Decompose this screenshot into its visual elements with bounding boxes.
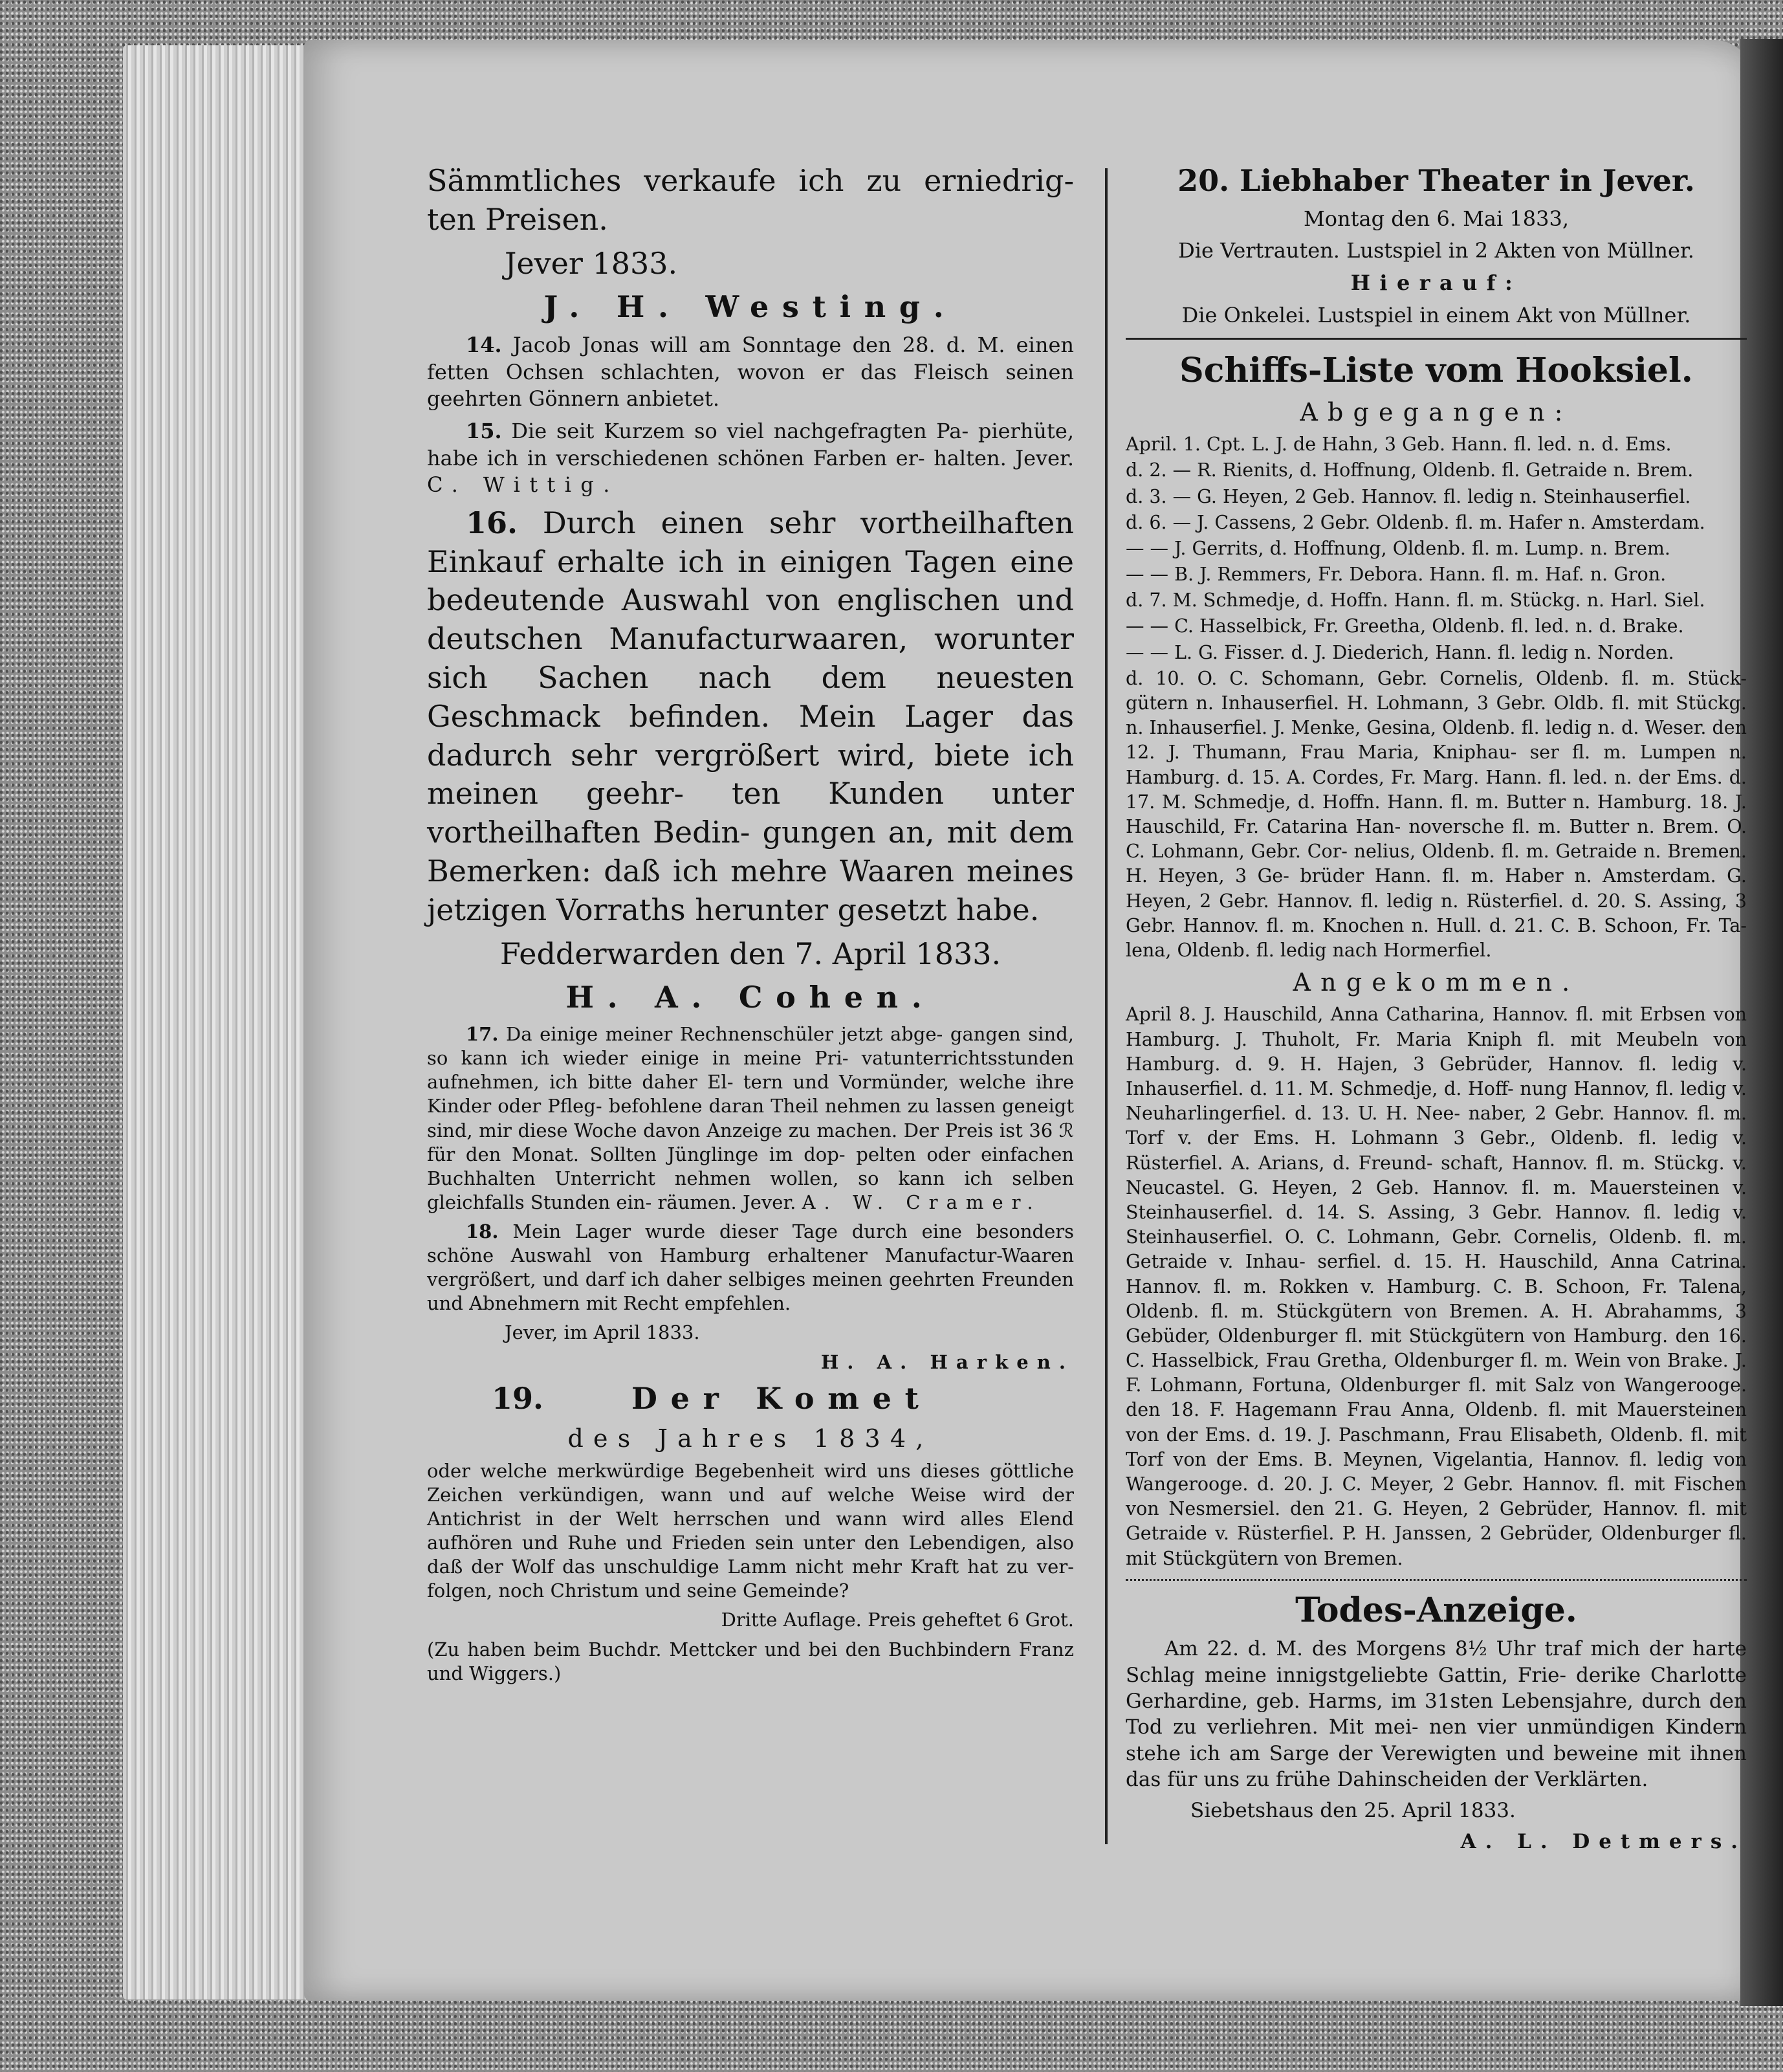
ad-18 xyxy=(427,1220,1074,1374)
ad-intro-place-date: Jever 1833. xyxy=(505,245,678,281)
departed-entry: d. 7. M. Schmedje, d. Hoffn. Hann. fl. m. Stückg. n. Harl. Siel. xyxy=(1126,590,1705,612)
ad-19-subtitle: des Jahres 1834, xyxy=(567,1424,934,1453)
ad-20-number: 20. xyxy=(1177,163,1230,198)
ad-16-text: Durch einen sehr vortheilhaften Einkauf erhalte ich in einigen Tagen eine bedeutende Auswahl von englischen und deutschen Manufacturwaaren, worunter sich Sachen nach dem neuesten Geschmack befinden. Mein Lager das dadurch sehr vergrößert wird, biete ich meinen geehr- ten Kunden unter vortheilhaften Bedin- gungen an, mit dem Bemerken: daß ich mehre Waaren meines jetzigen Vorraths herunter gesetzt habe. xyxy=(427,505,1075,927)
ad-20-then: Hierauf: xyxy=(1350,270,1522,295)
ad-18-place-date: Jever, im April 1833. xyxy=(505,1321,700,1344)
ad-17-number: 17. xyxy=(466,1023,499,1046)
column-divider xyxy=(1105,168,1108,1844)
ad-16-signature: H. A. Cohen. xyxy=(565,980,935,1015)
section-rule xyxy=(1126,1579,1747,1581)
ad-17-text: Da einige meiner Rechnenschüler jetzt abge- gangen sind, so kann ich wieder einige in meine Pri- vatunterrichtsstunden aufnehmen, ich bitte daher El- tern und Vormünder, welche ihre Kinder oder Pfleg- befohlene daran Theil nehmen zu lassen geneigt sind, mir diese Woche davon Anzeige zu machen. Der Preis ist 36 ℛ für den Monat. Sollten Jünglinge im dop- pelten oder einfachen Buchhalten Unterricht nehmen wollen, so kann ich selben gleichfalls Stunden ein- räumen. xyxy=(427,1023,1074,1213)
ad-19-number: 19. xyxy=(492,1380,544,1416)
ad-19-text: oder welche merkwürdige Begebenheit wird uns dieses göttliche Zeichen verkündigen, wann und auf welche Weise wird der Antichrist in der Welt herrschen und wann wird alles Elend aufhören und Ruhe und Frieden sein unter den Lebendigen, also daß der Wolf das unschuldige Lamm nicht mehr Kraft hat zu ver- folgen, noch Christum und seine Gemeinde? xyxy=(427,1459,1074,1602)
departed-entry: — — C. Hasselbick, Fr. Greetha, Oldenb. fl. led. n. d. Brake. xyxy=(1126,615,1684,637)
ad-15-text: Die seit Kurzem so viel nachgefragten Pa- pierhüte, habe ich in verschiedenen schönen Farben er- halten. xyxy=(427,418,1074,470)
departed-entry: d. 10. O. C. Schomann, Gebr. Cornelis, Oldenb. fl. m. Stück- gütern n. Inhauserfiel. H. Lohmann, 3 Gebr. Oldb. fl. mit Stückg. n. Inhauserfiel. J. Menke, Gesina, Oldenb. fl. ledig n. d. Weser. den 12. J. Thumann, Frau Maria, Kniphau- ser fl. m. Lumpen n. Hamburg. d. 15. A. Cordes, Fr. Marg. Hann. fl. led. n. der Ems. d. 17. M. Schmedje, d. Hoffn. Hann. fl. m. Butter n. Hamburg. 18. J. Hauschild, Fr. Catarina Han- noversche fl. m. Butter n. Brem. O. C. Lohmann, Gebr. Cor- nelius, Oldenb. fl. m. Getraide n. Bremen. H. Heyen, 3 Ge- brüder Hann. fl. m. Haber n. Amsterdam. G. Heyen, 2 Gebr. Hannov. fl. ledig n. Rüsterfiel. d. 20. S. Assing, 3 Gebr. Hannov. fl. m. Knochen n. Hull. d. 21. C. B. Schoon, Fr. Ta- lena, Oldenb. fl. ledig nach Hormerfiel. xyxy=(1126,667,1747,961)
right-column xyxy=(1126,162,1747,1860)
ad-intro-signature: J. H. Westing. xyxy=(543,289,957,325)
ad-18-signature: H. A. Harken. xyxy=(820,1350,1074,1373)
ad-17 xyxy=(427,1022,1074,1215)
death-notice-place-date: Siebetshaus den 25. April 1833. xyxy=(1190,1799,1516,1823)
ad-16-number: 16. xyxy=(466,505,518,540)
death-notice-title: Todes-Anzeige. xyxy=(1295,1590,1577,1630)
ad-19 xyxy=(427,1380,1074,1686)
left-column xyxy=(427,162,1074,1691)
death-notice xyxy=(1126,1589,1747,1855)
ad-16-place-date: Fedderwarden den 7. April 1833. xyxy=(499,936,1001,971)
departed-entry: d. 6. — J. Cassens, 2 Gebr. Oldenb. fl. m. Hafer n. Amsterdam. xyxy=(1126,511,1705,533)
ship-list-arrived-heading: Angekommen. xyxy=(1293,968,1580,997)
ad-15-place: Jever. xyxy=(1015,445,1075,470)
ad-19-edition: Dritte Auflage. Preis geheftet 6 Grot. xyxy=(721,1609,1074,1631)
section-rule xyxy=(1126,338,1747,340)
ad-20-play-1: Die Vertrauten. Lustspiel in 2 Akten von Müllner. xyxy=(1178,238,1694,263)
page-edges xyxy=(123,45,317,2000)
ad-19-title: Der Komet xyxy=(631,1380,932,1416)
departed-entry: — — B. J. Remmers, Fr. Debora. Hann. fl. m. Haf. n. Gron. xyxy=(1126,564,1667,586)
ad-20-title: Liebhaber Theater in Jever. xyxy=(1240,163,1695,198)
ship-list-departed-heading: Abgegangen: xyxy=(1300,397,1573,426)
ad-17-place: Jever. xyxy=(743,1191,796,1213)
ad-15-signature: C. Wittig. xyxy=(427,472,619,498)
ship-list-title: Schiffs-Liste vom Hooksiel. xyxy=(1179,351,1693,391)
departed-entry: d. 2. — R. Rienits, d. Hoffnung, Oldenb. fl. Getraide n. Brem. xyxy=(1126,459,1694,481)
arrived-entries: April 8. J. Hauschild, Anna Catharina, Hannov. fl. mit Erbsen von Hamburg. J. Thuholt, Fr. Maria Kniph fl. mit Meubeln von Hamburg. d. 9. H. Hajen, 3 Gebrüder, Hannov. fl. ledig v. Inhauserfiel. d. 11. M. Schmedje, d. Hoff- nung Hannov, fl. ledig v. Neuharlingerfiel. d. 13. U. H. Nee- naber, 2 Gebr. Hannov. fl. m. Torf v. der Ems. H. Lohmann 3 Gebr., Oldenb. fl. ledig v. Rüsterfiel. A. Arians, d. Freund- schaft, Hannov. fl. m. Stückg. v. Neucastel. G. Heyen, 2 Geb. Hannov. fl. m. Mauersteinen v. Steinhauserfiel. d. 14. S. Assing, 3 Gebr. Hannov. fl. ledig v. Steinhauserfiel. O. C. Lohmann, Gebr. Cornelis, Oldenb. fl. m. Getraide v. Inhau- serfiel. d. 15. H. Hauschild, Anna Catrina. Hannov. fl. m. Rokken v. Hamburg. C. B. Schoon, Fr. Talena, Oldenb. fl. m. Stückgütern von Bremen. A. H. Abrahamms, 3 Gebüder, Oldenburger fl. mit Stückgütern von Hamburg. den 16. C. Hasselbick, Frau Gretha, Oldenburger fl. m. Wein von Brake. J. F. Lohmann, Fortuna, Oldenburger fl. mit Salz von Wangerooge. den 18. F. Hagemann Frau Anna, Oldenb. fl. mit Mauersteinen von der Ems. d. 19. J. Paschmann, Frau Elisabeth, Oldenb. fl. mit Torf von der Ems. B. Meynen, Vigelantia, Hannov. fl. ledig von Wangerooge. d. 20. J. C. Meyer, 2 Gebr. Hannov. fl. mit Fischen von Nesmersiel. den 21. G. Heyen, 2 Gebrüder, Hannov. fl. mit Getraide v. Rüsterfiel. P. H. Janssen, 2 Gebrüder, Oldenburger fl. mit Stückgütern von Bremen. xyxy=(1126,1004,1747,1569)
ad-17-signature: A. W. Cramer. xyxy=(802,1191,1042,1213)
ad-intro xyxy=(427,162,1074,327)
ad-16 xyxy=(427,504,1074,1017)
ad-15-number: 15. xyxy=(466,418,502,443)
ad-14-text: Jacob Jonas will am Sonntage den 28. d. M. einen fetten Ochsen schlachten, wovon er das Fleisch seinen geehrten Gönnern anbietet. xyxy=(427,333,1075,412)
ad-18-text: Mein Lager wurde dieser Tage durch eine besonders schöne Auswahl von Hamburg erhaltener Manufactur-Waaren vergrößert, und darf ich daher selbiges meinen geehrten Freunden und Abnehmern mit Recht empfehlen. xyxy=(427,1220,1074,1315)
departed-entry: d. 3. — G. Heyen, 2 Geb. Hannov. fl. ledig n. Steinhauserfiel. xyxy=(1126,485,1691,507)
departed-entry: — — J. Gerrits, d. Hoffnung, Oldenb. fl. m. Lump. n. Brem. xyxy=(1126,537,1670,559)
death-notice-text: Am 22. d. M. des Morgens 8½ Uhr traf mich der harte Schlag meine innigstgeliebte Gattin, Frie- derike Charlotte Gerhardine, geb. Harms, im 31sten Lebensjahre, durch den Tod zu verliehren. Mit mei- nen vier unmündigen Kindern stehe ich am Sarge der Verewigten und beweine mit ihnen das für uns zu frühe Dahinscheiden der Verklärten. xyxy=(1126,1637,1747,1791)
ad-20 xyxy=(1126,162,1747,329)
ad-14-number: 14. xyxy=(466,333,502,358)
ad-18-number: 18. xyxy=(466,1220,499,1242)
departed-entry: April. 1. Cpt. L. J. de Hahn, 3 Geb. Hann. fl. led. n. d. Ems. xyxy=(1126,434,1672,456)
ad-intro-text: Sämmtliches verkaufe ich zu erniedrig- ten Preisen. xyxy=(427,163,1074,237)
ad-15 xyxy=(427,418,1074,499)
departed-entry: — — L. G. Fisser. d. J. Diederich, Hann. fl. ledig n. Norden. xyxy=(1126,641,1674,663)
ad-20-play-2: Die Onkelei. Lustspiel in einem Akt von Müllner. xyxy=(1181,302,1691,327)
ad-14 xyxy=(427,332,1074,413)
ad-19-availability: (Zu haben beim Buchdr. Mettcker und bei den Buchbindern Franz und Wiggers.) xyxy=(427,1638,1074,1684)
ad-20-date: Montag den 6. Mai 1833, xyxy=(1304,206,1569,231)
ship-list xyxy=(1126,349,1747,1571)
death-notice-signature: A. L. Detmers. xyxy=(1460,1830,1747,1854)
